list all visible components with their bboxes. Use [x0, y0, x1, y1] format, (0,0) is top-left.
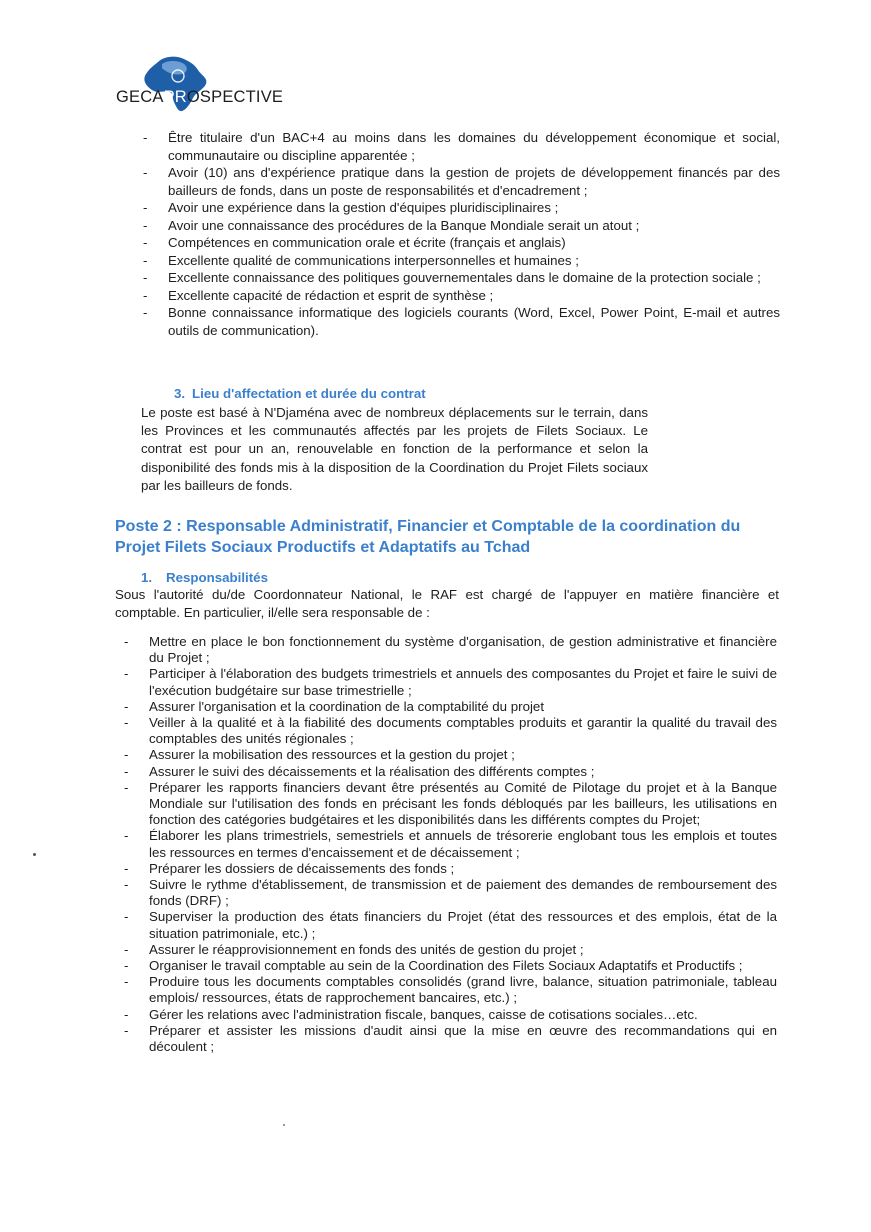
- logo-text: GECAPROSPECTIVE: [116, 88, 284, 106]
- scan-speck: [283, 1124, 285, 1126]
- list-item: - Excellente connaissance des politiques gouvernementales dans le domaine de la protection sociale ;: [168, 269, 780, 287]
- list-item: - Produire tous les documents comptables consolidés (grand livre, balance, situation patrimoniale, tableau emplois/ ressources, états de rapprochement bancaires, etc.) ;: [149, 974, 777, 1006]
- section-number: 3.: [174, 386, 186, 401]
- section-heading: [174, 386, 426, 401]
- list-item: - Avoir une expérience dans la gestion d'équipes pluridisciplinaires ;: [168, 199, 780, 217]
- list-item: - Élaborer les plans trimestriels, semestriels et annuels de trésorerie englobant tous les emplois et toutes les ressources en termes d'encaissement et de décaissement ;: [149, 828, 777, 860]
- list-item: - Avoir (10) ans d'expérience pratique dans la gestion de projets de développement financés par des bailleurs de fonds, dans un poste de responsabilités et d'encadrement ;: [168, 164, 780, 199]
- list-item: - Préparer et assister les missions d'audit ainsi que la mise en œuvre des recommandations qui en découlent ;: [149, 1023, 777, 1055]
- list-item: - Préparer les dossiers de décaissements des fonds ;: [149, 861, 777, 877]
- list-item: - Assurer l'organisation et la coordination de la comptabilité du projet: [149, 699, 777, 715]
- subsection-heading: [141, 570, 268, 585]
- list-item: - Être titulaire d'un BAC+4 au moins dans les domaines du développement économique et social, communautaire ou discipline apparentée ;: [168, 129, 780, 164]
- list-item: - Excellente capacité de rédaction et esprit de synthèse ;: [168, 287, 780, 305]
- list-item: - Gérer les relations avec l'administration fiscale, banques, caisse de cotisations sociales…etc.: [149, 1007, 777, 1023]
- responsibilities-list: [149, 634, 777, 1055]
- list-item: - Assurer le suivi des décaissements et la réalisation des différents comptes ;: [149, 764, 777, 780]
- list-item: - Organiser le travail comptable au sein de la Coordination des Filets Sociaux Adaptatifs et Productifs ;: [149, 958, 777, 974]
- intro-paragraph: Sous l'autorité du/de Coordonnateur National, le RAF est chargé de l'appuyer en matière financière et comptable. En particulier, il/elle sera responsable de :: [115, 587, 779, 620]
- subsection-title: Responsabilités: [166, 570, 268, 585]
- list-item: - Assurer le réapprovisionnement en fonds des unités de gestion du projet ;: [149, 942, 777, 958]
- list-item: - Superviser la production des états financiers du Projet (état des ressources et des emplois, état de la situation patrimoniale, etc.) ;: [149, 909, 777, 941]
- section-title: Lieu d'affectation et durée du contrat: [192, 386, 426, 401]
- section-body: Le poste est basé à N'Djaména avec de nombreux déplacements sur le terrain, dans les Provinces et les communautés affectés par les projets de Filets Sociaux. Le contrat est pour un an, renouvelable en fonction de la performance et selon la disponibilité des fonds mis à la disposition de la Coordination du Projet Filets sociaux par les bailleurs de fonds.: [141, 405, 648, 493]
- qualifications-list: [168, 129, 780, 339]
- list-item: - Suivre le rythme d'établissement, de transmission et de paiement des demandes de remboursement des fonds (DRF) ;: [149, 877, 777, 909]
- list-item: - Participer à l'élaboration des budgets trimestriels et annuels des composantes du Projet et faire le suivi de l'exécution budgétaire sur base trimestrielle ;: [149, 666, 777, 698]
- subsection-number: 1.: [141, 570, 153, 585]
- scan-speck: [33, 853, 36, 856]
- poste-title: Poste 2 : Responsable Administratif, Financier et Comptable de la coordination du Projet Filets Sociaux Productifs et Adaptatifs au Tchad: [115, 518, 741, 556]
- list-item: - Veiller à la qualité et à la fiabilité des documents comptables produits et garantir la qualité du travail des comptables des unités régionales ;: [149, 715, 777, 747]
- list-item: - Mettre en place le bon fonctionnement du système d'organisation, de gestion administrative et financière du Projet ;: [149, 634, 777, 666]
- logo: [116, 54, 296, 110]
- list-item: - Compétences en communication orale et écrite (français et anglais): [168, 234, 780, 252]
- list-item: - Assurer la mobilisation des ressources et la gestion du projet ;: [149, 747, 777, 763]
- list-item: - Excellente qualité de communications interpersonnelles et humaines ;: [168, 252, 780, 270]
- list-item: - Bonne connaissance informatique des logiciels courants (Word, Excel, Power Point, E-mail et autres outils de communication).: [168, 304, 780, 339]
- list-item: - Avoir une connaissance des procédures de la Banque Mondiale serait un atout ;: [168, 217, 780, 235]
- list-item: - Préparer les rapports financiers devant être présentés au Comité de Pilotage du projet et à la Banque Mondiale sur l'utilisation des fonds en précisant les fonds débloqués par les bailleurs, les utilisations en fonction des catégories budgétaires et les disponibilités dans les différents comptes du Projet;: [149, 780, 777, 829]
